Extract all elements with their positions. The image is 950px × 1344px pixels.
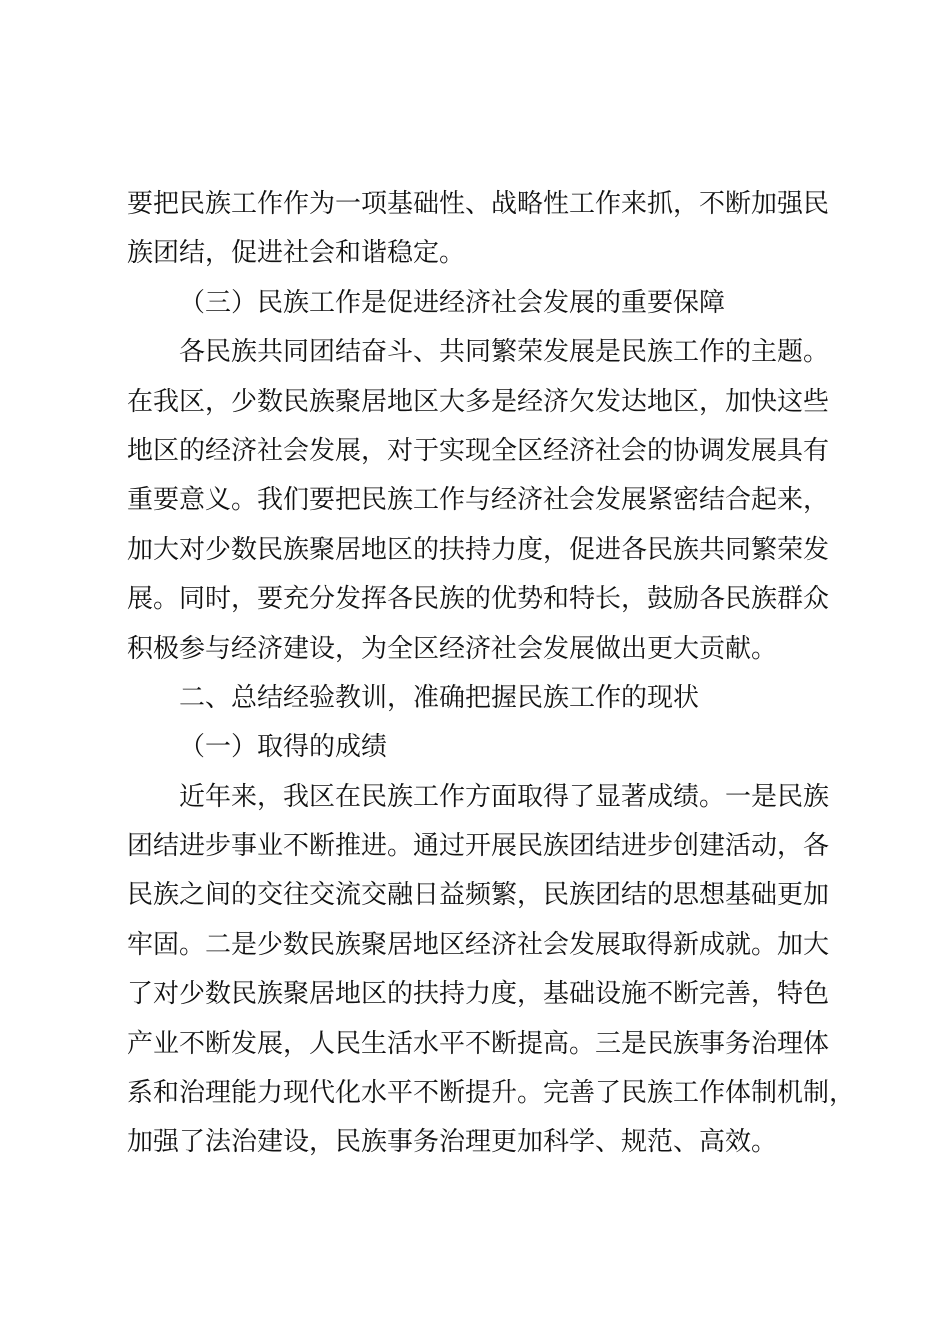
- text-line: 要把民族工作作为一项基础性、战略性工作来抓，不断加强民: [127, 189, 830, 219]
- chapter-heading: 二、总结经验教训，准确把握民族工作的现状: [179, 682, 700, 713]
- section-heading: （三）民族工作是促进经济社会发展的重要保障: [179, 287, 726, 318]
- text-line: 了对少数民族聚居地区的扶持力度，基础设施不断完善，特色: [127, 979, 830, 1010]
- section-heading: （一）取得的成绩: [179, 732, 388, 763]
- text-line: 团结进步事业不断推进。通过开展民族团结进步创建活动，各: [127, 831, 830, 862]
- text-line: 加强了法治建设，民族事务治理更加科学、规范、高效。: [127, 1127, 778, 1158]
- text-line: 族团结，促进社会和谐稳定。: [127, 238, 466, 269]
- document-body: [127, 180, 856, 1168]
- text-line: 地区的经济社会发展，对于实现全区经济社会的协调发展具有: [127, 435, 830, 466]
- text-line: 在我区，少数民族聚居地区大多是经济欠发达地区，加快这些: [127, 386, 830, 417]
- text-line: 积极参与经济建设，为全区经济社会发展做出更大贡献。: [127, 633, 778, 664]
- text-line: 展。同时，要充分发挥各民族的优势和特长，鼓励各民族群众: [127, 584, 830, 615]
- paragraph-first-line: 各民族共同团结奋斗、共同繁荣发展是民族工作的主题。: [179, 337, 830, 368]
- text-line: 产业不断发展，人民生活水平不断提高。三是民族事务治理体: [127, 1028, 830, 1059]
- paragraph-first-line: 近年来，我区在民族工作方面取得了显著成绩。一是民族: [179, 781, 830, 812]
- text-line: 加大对少数民族聚居地区的扶持力度，促进各民族共同繁荣发: [127, 534, 830, 565]
- text-line: 重要意义。我们要把民族工作与经济社会发展紧密结合起来，: [127, 485, 830, 516]
- text-line: 牢固。二是少数民族聚居地区经济社会发展取得新成就。加大: [127, 929, 830, 960]
- text-line: 民族之间的交往交流交融日益频繁，民族团结的思想基础更加: [127, 880, 830, 911]
- text-line: 系和治理能力现代化水平不断提升。完善了民族工作体制机制，: [127, 1078, 856, 1109]
